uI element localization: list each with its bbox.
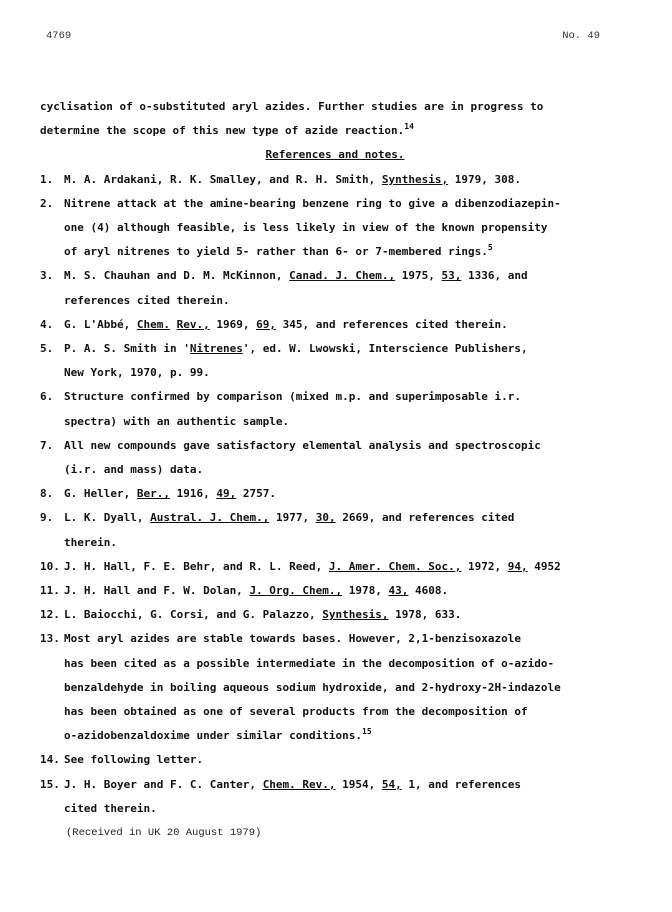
ref-citation: ', ed. W. Lwowski, Interscience Publishers, <box>242 342 528 356</box>
ref-journal: Chem. Rev., <box>262 777 336 791</box>
reference-item <box>40 506 630 554</box>
ref-year: 1969, <box>216 317 250 331</box>
ref-line: New York, 1970, p. 99. <box>64 366 210 380</box>
ref-year: 1975, <box>401 269 435 283</box>
reference-item <box>40 579 630 603</box>
ref-line: has been cited as a possible intermediate in the decomposition of o-azido- <box>64 656 555 670</box>
ref-year: 1978, <box>348 584 382 598</box>
reference-text <box>64 555 630 579</box>
reference-number: 7. <box>40 438 54 452</box>
page-content <box>40 95 630 845</box>
reference-number: 12. <box>40 608 60 622</box>
ref-journal: Austral. J. Chem., <box>150 511 270 525</box>
ref-citation: 1978, 633. <box>395 608 462 622</box>
page-header <box>46 30 600 42</box>
ref-journal: J. Amer. Chem. Soc., <box>328 559 462 573</box>
reference-text <box>64 313 630 337</box>
reference-text <box>64 627 630 748</box>
ref-authors: L. K. Dyall, <box>64 511 144 525</box>
intro-line-1: cyclisation of o-substituted aryl azides. Further studies are in progress to <box>40 100 544 113</box>
ref-journal: Ber., <box>136 487 170 501</box>
ref-authors: G. L'Abbé, <box>64 317 131 331</box>
ref-journal: Rev., <box>176 317 210 331</box>
intro-line-2: determine the scope of this new type of azide reaction. <box>40 124 405 138</box>
ref-line: benzaldehyde in boiling aqueous sodium hydroxide, and 2-hydroxy-2H-indazole <box>64 680 561 694</box>
ref-volume: 53, <box>441 269 462 283</box>
reference-text <box>64 579 630 603</box>
reference-item <box>40 192 630 265</box>
references-heading <box>40 143 630 167</box>
reference-number: 13. <box>40 632 60 646</box>
ref-citation: 4608. <box>415 584 449 598</box>
ref-authors: M. S. Chauhan and D. M. McKinnon, <box>64 269 283 283</box>
ref-volume: 69, <box>256 317 276 331</box>
ref-volume: 49, <box>216 487 237 501</box>
ref-year: 1954, <box>342 777 376 791</box>
reference-text <box>64 192 630 265</box>
reference-item <box>40 555 630 579</box>
reference-text <box>64 168 630 192</box>
ref-authors: P. A. S. Smith in ' <box>64 342 190 356</box>
reference-text <box>64 773 630 821</box>
ref-volume: 94, <box>507 559 528 573</box>
ref-line: of aryl nitrenes to yield 5- rather than 6- or 7-membered rings. <box>64 245 488 259</box>
reference-item <box>40 482 630 506</box>
reference-item <box>40 773 630 821</box>
intro-paragraph <box>40 95 630 143</box>
reference-item <box>40 313 630 337</box>
reference-number: 11. <box>40 584 60 598</box>
reference-number: 6. <box>40 390 54 404</box>
ref-line: cited therein. <box>64 801 157 815</box>
ref-citation: 1, and references <box>408 777 522 791</box>
ref-journal: Chem. <box>136 317 170 331</box>
ref-line: See following letter. <box>64 753 204 767</box>
ref-authors: L. Baiocchi, G. Corsi, and G. Palazzo, <box>64 608 316 622</box>
ref-volume: 54, <box>381 777 402 791</box>
reference-item <box>40 434 630 482</box>
ref-volume: 43, <box>388 584 409 598</box>
ref-authors: M. A. Ardakani, R. K. Smalley, and R. H. Smith, <box>64 172 376 186</box>
ref-journal: Synthesis, <box>381 172 449 186</box>
reference-item <box>40 748 630 772</box>
ref-authors: G. Heller, <box>64 487 131 501</box>
ref-citation: 2757. <box>242 487 276 501</box>
reference-item <box>40 337 630 385</box>
ref-line: references cited therein. <box>64 293 230 307</box>
ref-line: one (4) although feasible, is less likely in view of the known propensity <box>64 221 548 235</box>
reference-number: 10. <box>40 559 60 573</box>
reference-number: 2. <box>40 196 54 210</box>
reference-text <box>64 264 630 312</box>
received-date: (Received in UK 20 August 1979) <box>66 827 262 840</box>
ref-authors: J. H. Hall and F. W. Dolan, <box>64 584 243 598</box>
reference-item <box>40 385 630 433</box>
ref-citation: 1336, and <box>468 269 528 283</box>
reference-text <box>64 434 630 482</box>
reference-item <box>40 168 630 192</box>
ref-year: 1916, <box>176 487 210 501</box>
reference-item <box>40 264 630 312</box>
footnote-marker: 14 <box>404 122 414 132</box>
ref-citation: 2669, and references cited <box>342 511 515 525</box>
reference-number: 4. <box>40 317 54 331</box>
ref-line: o-azidobenzaldoxime under similar conditions. <box>64 729 363 743</box>
ref-line: Nitrene attack at the amine-bearing benzene ring to give a dibenzodiazepin- <box>64 196 561 210</box>
reference-text <box>64 337 630 385</box>
reference-text <box>64 482 630 506</box>
reference-text <box>64 506 630 554</box>
references-list <box>40 168 630 821</box>
reference-number: 9. <box>40 511 54 525</box>
ref-line: All new compounds gave satisfactory elemental analysis and spectroscopic <box>64 438 541 452</box>
reference-number: 3. <box>40 269 54 283</box>
ref-year: 1977, <box>275 511 310 525</box>
reference-text <box>64 603 630 627</box>
ref-volume: 30, <box>315 511 336 525</box>
reference-number: 5. <box>40 342 54 356</box>
footnote-marker: 15 <box>362 727 372 737</box>
ref-line: has been obtained as one of several products from the decomposition of <box>64 705 528 719</box>
reference-number: 1. <box>40 172 54 186</box>
ref-line: Structure confirmed by comparison (mixed m.p. and superimposable i.r. <box>64 390 521 404</box>
issue-number: No. 49 <box>562 30 600 42</box>
ref-citation: 4952 <box>534 559 561 573</box>
reference-item <box>40 627 630 748</box>
references-heading-text: References and notes. <box>265 148 405 162</box>
ref-line: Most aryl azides are stable towards bases. However, 2,1-benzisoxazole <box>64 632 521 646</box>
reference-number: 15. <box>40 777 60 791</box>
reference-text <box>64 748 630 772</box>
ref-citation: 1979, 308. <box>454 172 521 186</box>
ref-journal: J. Org. Chem., <box>249 584 343 598</box>
ref-book-title: Nitrenes <box>189 342 243 356</box>
footnote-marker: 5 <box>487 243 493 253</box>
ref-line: therein. <box>64 535 117 549</box>
ref-line: spectra) with an authentic sample. <box>64 414 290 428</box>
ref-citation: 345, and references cited therein. <box>282 317 508 331</box>
reference-number: 14. <box>40 753 60 767</box>
reference-number: 8. <box>40 487 54 501</box>
page-number: 4769 <box>46 30 72 42</box>
ref-journal: Canad. J. Chem., <box>289 269 396 283</box>
ref-year: 1972, <box>467 559 502 573</box>
ref-authors: J. H. Boyer and F. C. Canter, <box>64 777 257 791</box>
ref-authors: J. H. Hall, F. E. Behr, and R. L. Reed, <box>64 559 323 573</box>
ref-journal: Synthesis, <box>322 608 389 622</box>
reference-item <box>40 603 630 627</box>
ref-line: (i.r. and mass) data. <box>64 463 204 477</box>
reference-text <box>64 385 630 433</box>
